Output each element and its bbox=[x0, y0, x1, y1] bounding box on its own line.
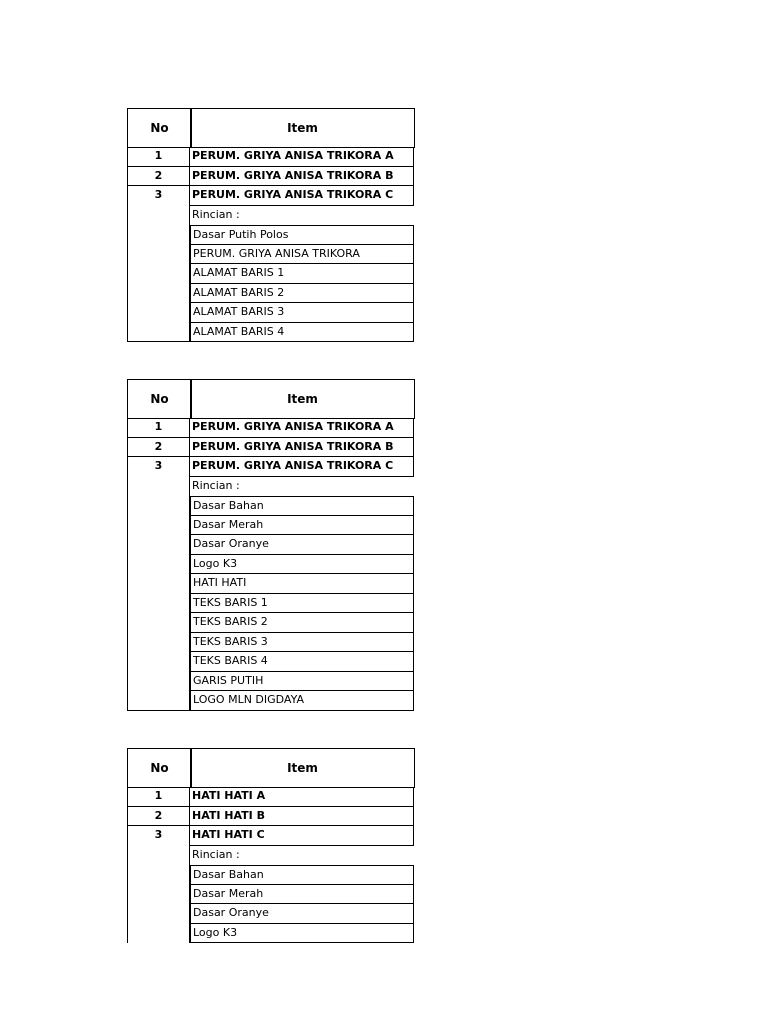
row-no-empty bbox=[127, 633, 190, 653]
row-item: PERUM. GRIYA ANISA TRIKORA B bbox=[190, 438, 414, 458]
row-no-empty bbox=[127, 535, 190, 555]
row-no-empty bbox=[127, 323, 190, 343]
row-no-empty bbox=[127, 652, 190, 672]
row-item: PERUM. GRIYA ANISA TRIKORA A bbox=[190, 147, 414, 167]
row-item: HATI HATI B bbox=[190, 807, 414, 827]
row-no: 1 bbox=[127, 147, 190, 167]
detail-item: Dasar Bahan bbox=[190, 496, 414, 516]
row-no-empty bbox=[127, 924, 190, 944]
detail-item: TEKS BARIS 2 bbox=[190, 613, 414, 633]
detail-item: GARIS PUTIH bbox=[190, 672, 414, 692]
detail-item: TEKS BARIS 1 bbox=[190, 594, 414, 614]
detail-item: ALAMAT BARIS 3 bbox=[190, 303, 414, 323]
header-item: Item bbox=[190, 108, 415, 148]
detail-item: Dasar Oranye bbox=[190, 535, 414, 555]
detail-item: ALAMAT BARIS 4 bbox=[190, 323, 414, 343]
row-no-empty bbox=[127, 904, 190, 924]
header-no: No bbox=[127, 748, 192, 788]
rincian-label: Rincian : bbox=[192, 478, 240, 492]
row-no-empty bbox=[127, 303, 190, 323]
row-no-empty bbox=[127, 672, 190, 692]
header-no: No bbox=[127, 379, 192, 419]
row-no-empty bbox=[127, 477, 190, 497]
detail-item: HATI HATI bbox=[190, 574, 414, 594]
detail-item: Logo K3 bbox=[190, 924, 414, 944]
detail-item: ALAMAT BARIS 1 bbox=[190, 264, 414, 284]
row-no-empty bbox=[127, 594, 190, 614]
detail-item: Dasar Bahan bbox=[190, 865, 414, 885]
header-no: No bbox=[127, 108, 192, 148]
detail-item: LOGO MLN DIGDAYA bbox=[190, 691, 414, 711]
row-no: 1 bbox=[127, 418, 190, 438]
row-item: HATI HATI C bbox=[190, 826, 414, 846]
rincian-label: Rincian : bbox=[192, 207, 240, 221]
row-no-empty bbox=[127, 691, 190, 711]
row-no: 2 bbox=[127, 807, 190, 827]
detail-item: Dasar Oranye bbox=[190, 904, 414, 924]
detail-item: TEKS BARIS 3 bbox=[190, 633, 414, 653]
row-no: 3 bbox=[127, 826, 190, 846]
row-no-empty bbox=[127, 245, 190, 265]
row-no-empty bbox=[127, 206, 190, 226]
row-item: PERUM. GRIYA ANISA TRIKORA C bbox=[190, 457, 414, 477]
row-no-empty bbox=[127, 284, 190, 304]
row-item: PERUM. GRIYA ANISA TRIKORA B bbox=[190, 167, 414, 187]
row-no-empty bbox=[127, 865, 190, 885]
row-no-empty bbox=[127, 516, 190, 536]
row-no: 1 bbox=[127, 787, 190, 807]
row-no-empty bbox=[127, 885, 190, 905]
detail-item: TEKS BARIS 4 bbox=[190, 652, 414, 672]
row-no: 2 bbox=[127, 438, 190, 458]
detail-item: PERUM. GRIYA ANISA TRIKORA bbox=[190, 245, 414, 265]
row-item: PERUM. GRIYA ANISA TRIKORA C bbox=[190, 186, 414, 206]
row-no-empty bbox=[127, 846, 190, 866]
rincian-label: Rincian : bbox=[192, 847, 240, 861]
detail-item: Dasar Merah bbox=[190, 885, 414, 905]
row-no-empty bbox=[127, 613, 190, 633]
row-no-empty bbox=[127, 496, 190, 516]
row-no-empty bbox=[127, 574, 190, 594]
row-item: HATI HATI A bbox=[190, 787, 414, 807]
row-no-empty bbox=[127, 555, 190, 575]
row-no: 3 bbox=[127, 457, 190, 477]
header-item: Item bbox=[190, 379, 415, 419]
detail-item: Dasar Putih Polos bbox=[190, 225, 414, 245]
detail-item: Logo K3 bbox=[190, 555, 414, 575]
row-no-empty bbox=[127, 225, 190, 245]
detail-item: ALAMAT BARIS 2 bbox=[190, 284, 414, 304]
row-no: 3 bbox=[127, 186, 190, 206]
row-item: PERUM. GRIYA ANISA TRIKORA A bbox=[190, 418, 414, 438]
detail-item: Dasar Merah bbox=[190, 516, 414, 536]
row-no: 2 bbox=[127, 167, 190, 187]
row-no-empty bbox=[127, 264, 190, 284]
header-item: Item bbox=[190, 748, 415, 788]
